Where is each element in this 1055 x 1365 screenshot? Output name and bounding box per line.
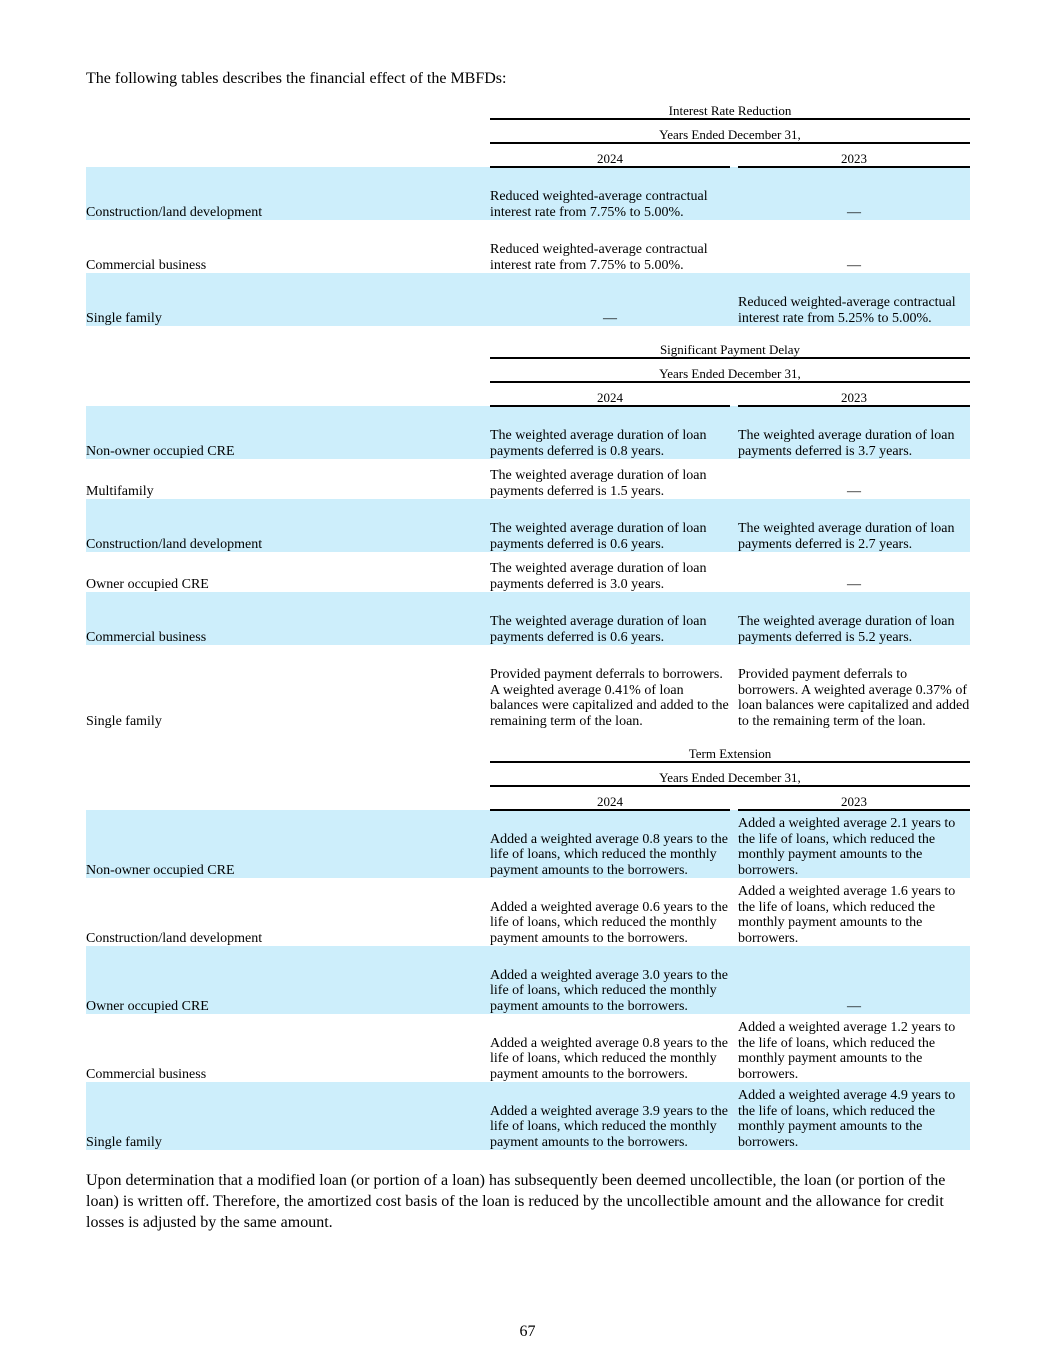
table-row <box>86 459 970 499</box>
table-row <box>86 220 970 273</box>
cell-2024: — <box>490 273 730 326</box>
table-row <box>86 273 970 326</box>
cell-2023: Reduced weighted-average contractual interest rate from 5.25% to 5.00%. <box>738 273 970 326</box>
row-label: Single family <box>86 273 486 326</box>
cell-2023: — <box>738 946 970 1014</box>
column-header-2024: 2024 <box>490 382 730 406</box>
row-label: Multifamily <box>86 483 154 499</box>
row-label: Commercial business <box>86 257 207 273</box>
column-header-2023: 2023 <box>738 143 970 167</box>
column-header-2024: 2024 <box>490 786 730 810</box>
cell-2024: The weighted average duration of loan payments deferred is 0.6 years. <box>490 499 730 552</box>
table-row <box>86 878 970 946</box>
period-header: Years Ended December 31, <box>490 119 970 143</box>
column-header-2023: 2023 <box>738 382 970 406</box>
row-label: Construction/land development <box>86 167 486 220</box>
cell-2023: Added a weighted average 1.2 years to the life of loans, which reduced the monthly payment amounts to the borrowers. <box>738 1020 956 1082</box>
row-label: Single family <box>86 713 162 729</box>
page-number: 67 <box>519 1323 536 1340</box>
cell-2023: — <box>847 483 861 499</box>
row-label: Owner occupied CRE <box>86 946 486 1014</box>
cell-2024: Provided payment deferrals to borrowers. A weighted average 0.41% of loan balances were capitalized and added to the remaining term of the loan. <box>490 667 729 729</box>
cell-2024: The weighted average duration of loan payments deferred is 0.6 years. <box>490 592 730 645</box>
cell-2023: — <box>847 576 861 592</box>
table-row <box>86 167 970 220</box>
table-title: Interest Rate Reduction <box>490 96 970 119</box>
table-row <box>86 552 970 592</box>
cell-2023: — <box>847 257 861 273</box>
cell-2023: The weighted average duration of loan payments deferred is 3.7 years. <box>738 406 970 459</box>
cell-2024: Added a weighted average 0.6 years to the life of loans, which reduced the monthly payment amounts to the borrowers. <box>490 899 728 946</box>
table-row <box>86 645 970 729</box>
column-header-2024: 2024 <box>490 143 730 167</box>
table-row <box>86 810 970 878</box>
interest-rate-reduction-table <box>86 96 970 326</box>
row-label: Commercial business <box>86 592 486 645</box>
table-row <box>86 1082 970 1150</box>
cell-2023: Added a weighted average 4.9 years to the life of loans, which reduced the monthly payment amounts to the borrowers. <box>738 1082 970 1150</box>
period-header: Years Ended December 31, <box>490 358 970 382</box>
cell-2023: The weighted average duration of loan payments deferred is 5.2 years. <box>738 592 970 645</box>
row-label: Single family <box>86 1082 486 1150</box>
row-label: Non-owner occupied CRE <box>86 810 486 878</box>
closing-paragraph: Upon determination that a modified loan (or portion of a loan) has subsequently been deemed uncollectible, the loan (or portion of the loan) is written off. Therefore, the amortized cost basis of the loan is reduced by the uncollectible amount and the allowance for credit losses is adjusted by the same amount. <box>86 1172 946 1231</box>
row-label: Construction/land development <box>86 930 263 946</box>
cell-2024: Reduced weighted-average contractual interest rate from 7.75% to 5.00%. <box>490 167 730 220</box>
table-row <box>86 946 970 1014</box>
cell-2024: The weighted average duration of loan payments deferred is 0.8 years. <box>490 406 730 459</box>
cell-2023: — <box>738 167 970 220</box>
cell-2024: The weighted average duration of loan payments deferred is 3.0 years. <box>490 561 707 592</box>
column-header-2023: 2023 <box>738 786 970 810</box>
cell-2023: The weighted average duration of loan payments deferred is 2.7 years. <box>738 499 970 552</box>
cell-2024: Reduced weighted-average contractual interest rate from 7.75% to 5.00%. <box>490 242 708 273</box>
cell-2024: The weighted average duration of loan payments deferred is 1.5 years. <box>490 468 707 499</box>
row-label: Commercial business <box>86 1066 207 1082</box>
row-label: Construction/land development <box>86 499 486 552</box>
row-label: Non-owner occupied CRE <box>86 406 486 459</box>
period-header: Years Ended December 31, <box>490 762 970 786</box>
table-title: Significant Payment Delay <box>490 335 970 358</box>
cell-2024: Added a weighted average 0.8 years to the life of loans, which reduced the monthly payment amounts to the borrowers. <box>490 810 730 878</box>
table-title: Term Extension <box>490 739 970 762</box>
cell-2024: Added a weighted average 3.0 years to the life of loans, which reduced the monthly payment amounts to the borrowers. <box>490 946 730 1014</box>
intro-text: The following tables describes the financial effect of the MBFDs: <box>86 70 507 87</box>
row-label: Owner occupied CRE <box>86 576 209 592</box>
table-row <box>86 1014 970 1082</box>
table-row <box>86 592 970 645</box>
cell-2024: Added a weighted average 0.8 years to the life of loans, which reduced the monthly payment amounts to the borrowers. <box>490 1035 728 1082</box>
cell-2023: Added a weighted average 1.6 years to the life of loans, which reduced the monthly payment amounts to the borrowers. <box>738 884 956 946</box>
table-row <box>86 406 970 459</box>
table-row <box>86 499 970 552</box>
term-extension-table <box>86 739 970 1150</box>
cell-2024: Added a weighted average 3.9 years to the life of loans, which reduced the monthly payment amounts to the borrowers. <box>490 1082 730 1150</box>
cell-2023: Added a weighted average 2.1 years to the life of loans, which reduced the monthly payment amounts to the borrowers. <box>738 810 970 878</box>
significant-payment-delay-table <box>86 335 970 729</box>
cell-2023: Provided payment deferrals to borrowers. A weighted average 0.37% of loan balances were capitalized and added to the remaining term of the loan. <box>738 667 970 729</box>
